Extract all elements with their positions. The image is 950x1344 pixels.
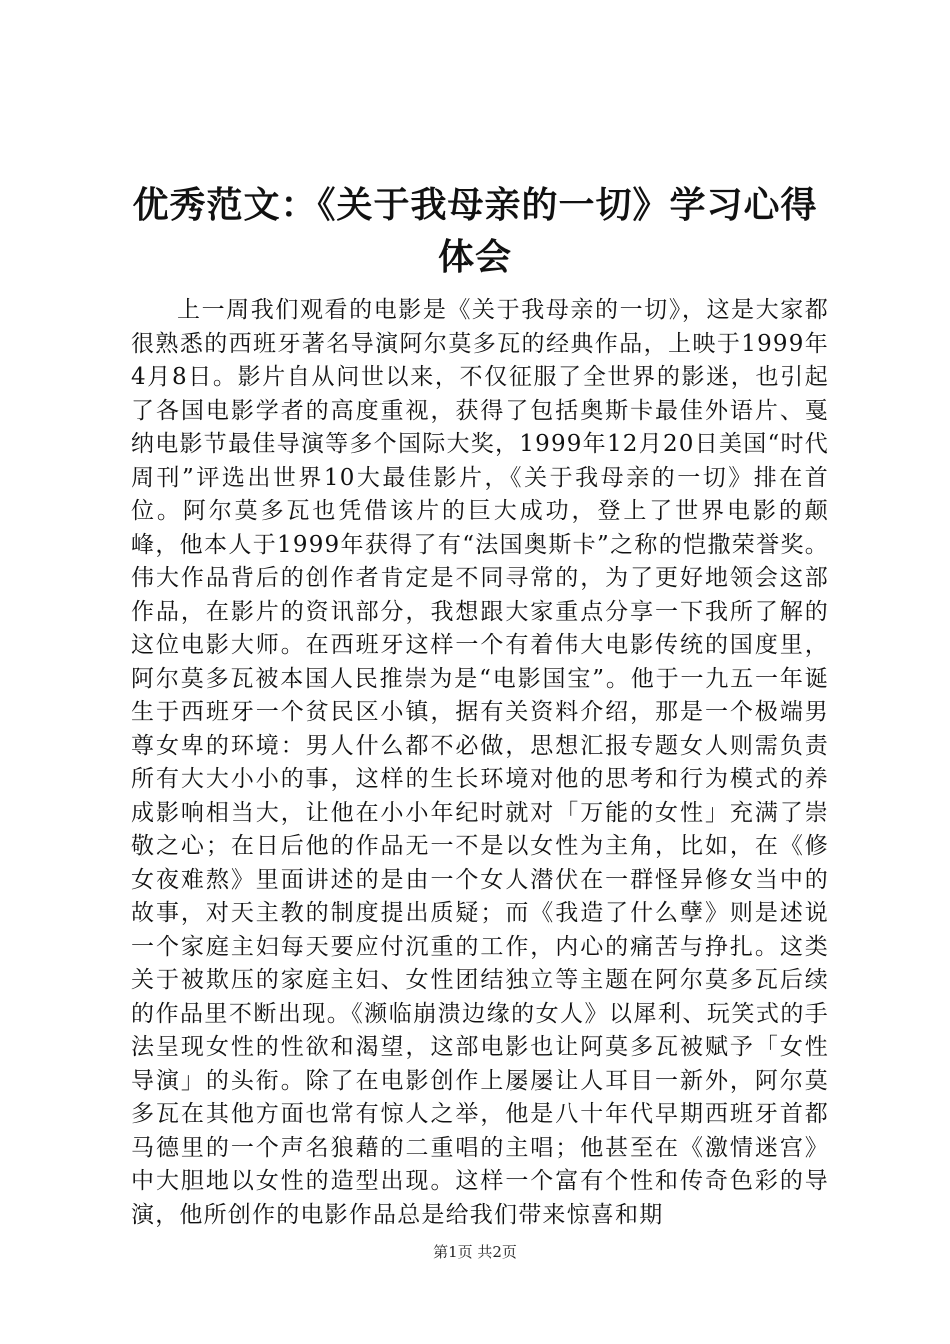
page-number-footer: 第1页 共2页 [433,1243,517,1261]
document-title: 优秀范文：《关于我母亲的一切》学习心得体会 [132,185,818,278]
body-paragraph: 上一周我们观看的电影是《关于我母亲的一切》，这是大家都很熟悉的西班牙著名导演阿尔莫多瓦的经典作品，上映于1999年4月8日。影片自从问世以来，不仅征服了全世界的影迷，也引起了各国电影学者的高度重视，获得了包括奥斯卡最佳外语片、戛纳电影节最佳导演等多个国际大奖，1999年12月20日美国“时代周刊”评选出世界10大最佳影片，《关于我母亲的一切》排在首位。阿尔莫多瓦也凭借该片的巨大成功，登上了世界电影的颠峰，他本人于1999年获得了有“法国奥斯卡”之称的恺撒荣誉奖。伟大作品背后的创作者肯定是不同寻常的，为了更好地领会这部作品，在影片的资讯部分，我想跟大家重点分享一下我所了解的这位电影大师。在西班牙这样一个有着伟大电影传统的国度里，阿尔莫多瓦被本国人民推崇为是“电影国宝”。他于一九五一年诞生于西班牙一个贫民区小镇，据有关资料介绍，那是一个极端男尊女卑的环境：男人什么都不必做，思想汇报专题女人则需负责所有大大小小的事，这样的生长环境对他的思考和行为模式的养成影响相当大，让他在小小年纪时就对「万能的女性」充满了崇敬之心；在日后他的作品无一不是以女性为主角，比如，在《修女夜难熬》里面讲述的是由一个女人潜伏在一群怪异修女当中的故事，对天主教的制度提出质疑；而《我造了什么孽》则是述说一个家庭主妇每天要应付沉重的工作，内心的痛苦与挣扎。这类关于被欺压的家庭主妇、女性团结独立等主题在阿尔莫多瓦后续的作品里不断出现。《濒临崩溃边缘的女人》以犀利、玩笑式的手法呈现女性的性欲和渴望，这部电影也让阿莫多瓦被赋予「女性导演」的头衔。除了在电影创作上屡屡让人耳目一新外，阿尔莫多瓦在其他方面也常有惊人之举，他是八十年代早期西班牙首都马德里的一个声名狼藉的二重唱的主唱；他甚至在《激情迷宫》中大胆地以女性的造型出现。这样一个富有个性和传奇色彩的导演，他所创作的电影作品总是给我们带来惊喜和期 [131,297,829,1228]
